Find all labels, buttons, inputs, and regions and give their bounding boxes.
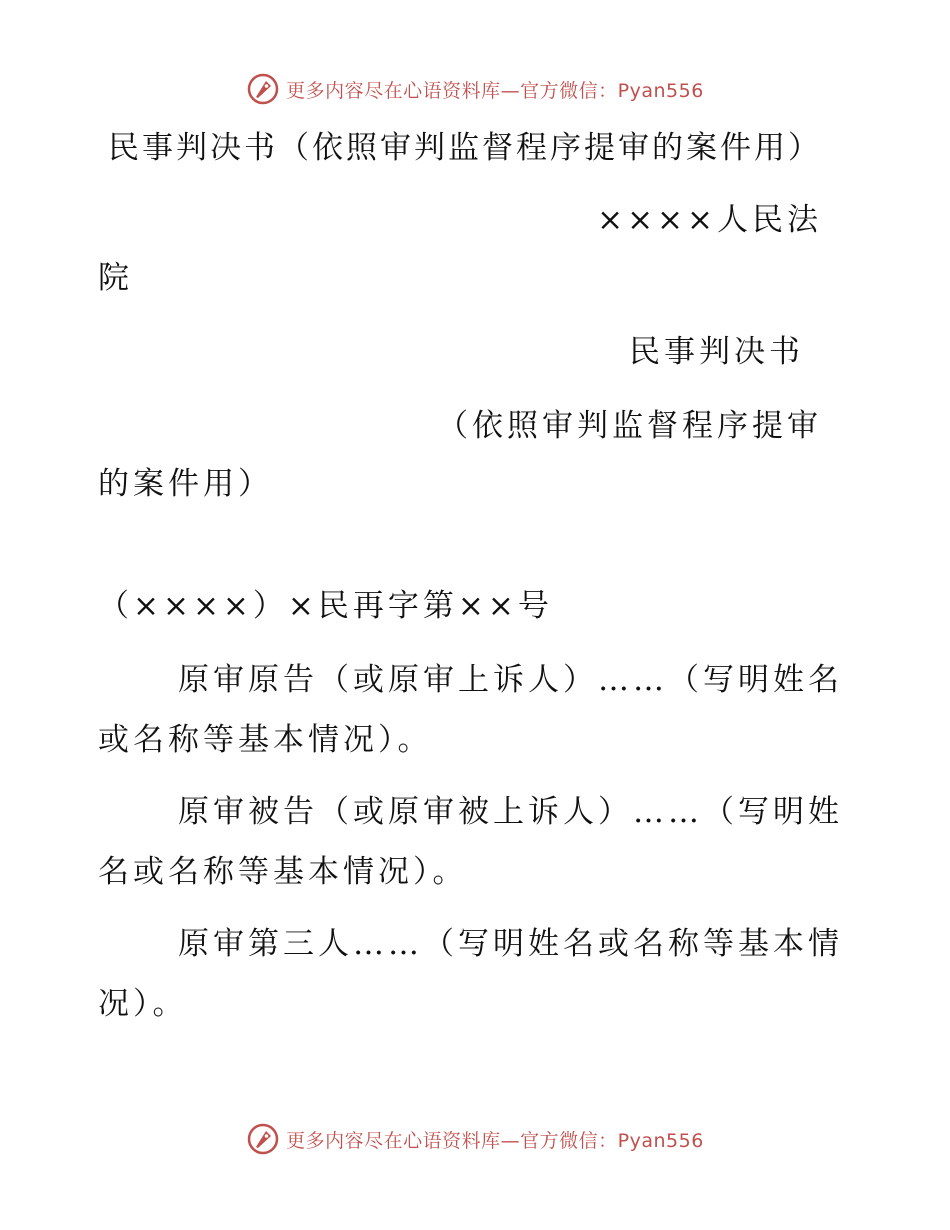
footer-watermark <box>0 1122 950 1156</box>
party-third-party-line-1: 原审第三人……（写明姓名或名称等基本情 <box>178 926 843 962</box>
document-type-heading: 民事判决书 <box>629 334 804 370</box>
pen-nib-logo-icon <box>246 72 280 106</box>
watermark-text: 更多内容尽在心语资料库—官方微信：Pyan556 <box>286 1129 704 1152</box>
pen-nib-logo-icon <box>246 1122 280 1156</box>
case-number: （××××）×民再字第××号 <box>98 588 553 624</box>
party-plaintiff-line-1: 原审原告（或原审上诉人）……（写明姓名 <box>178 662 843 698</box>
header-watermark <box>0 72 950 106</box>
party-plaintiff-line-2: 或名称等基本情况）。 <box>98 722 433 758</box>
court-name-line-1: ××××人民法 <box>597 202 822 238</box>
party-defendant-line-1: 原审被告（或原审被上诉人）……（写明姓 <box>178 794 843 830</box>
court-name-line-2: 院 <box>98 260 133 296</box>
party-third-party-line-2: 况）。 <box>98 986 188 1022</box>
document-subtitle-line-1: （依照审判监督程序提审 <box>437 408 822 444</box>
document-subtitle-line-2: 的案件用） <box>98 466 273 502</box>
party-defendant-line-2: 名或名称等基本情况）。 <box>98 854 468 890</box>
watermark-text: 更多内容尽在心语资料库—官方微信：Pyan556 <box>286 79 704 102</box>
document-title: 民事判决书（依照审判监督程序提审的案件用） <box>108 130 822 166</box>
